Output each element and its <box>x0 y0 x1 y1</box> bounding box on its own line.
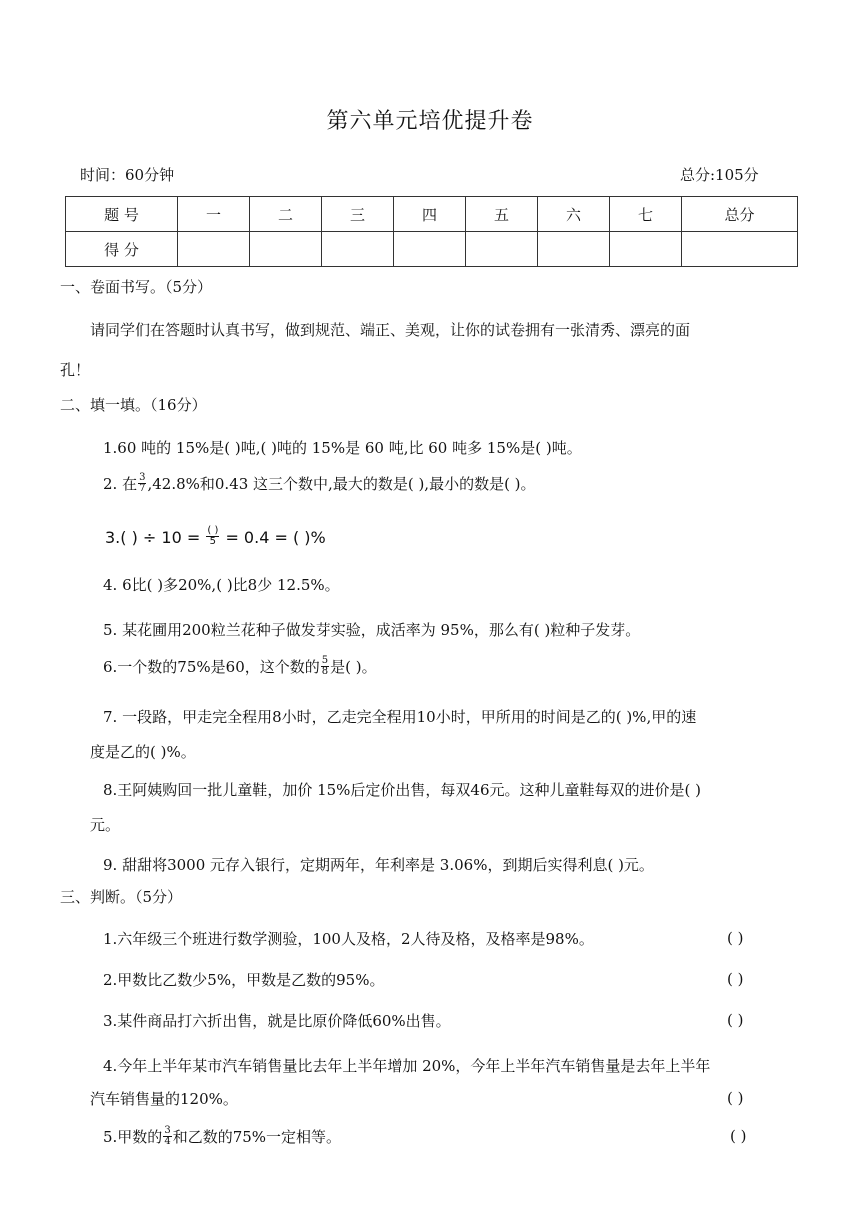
score-cell[interactable] <box>610 232 682 267</box>
header-cell: 四 <box>394 197 466 232</box>
header-cell: 二 <box>250 197 322 232</box>
section-1-body-line1: 请同学们在答题时认真书写，做到规范、端正、美观，让你的试卷拥有一张清秀、漂亮的面 <box>90 321 691 339</box>
section-1-heading: 一、卷面书写。（5分） <box>60 278 213 296</box>
fraction-numerator: ( ) <box>207 525 219 536</box>
header-cell: 五 <box>466 197 538 232</box>
question-2-1: 1.60 吨的 15%是( )吨,( )吨的 15%是 60 吨,比 60 吨多 15%是( )吨。 <box>103 439 582 457</box>
answer-mark[interactable]: ( ) <box>727 1011 744 1029</box>
score-cell[interactable] <box>682 232 798 267</box>
answer-mark[interactable]: ( ) <box>727 970 744 988</box>
fraction-denominator: 8 <box>321 665 329 677</box>
section-1-body-line2: 孔！ <box>60 361 91 379</box>
judgment-1: 1.六年级三个班进行数学测验，100人及格，2人待及格，及格率是98%。 <box>103 930 594 948</box>
judgment-4-line1: 4.今年上半年某市汽车销售量比去年上半年增加 20%，今年上半年汽车销售量是去年上半年 <box>103 1057 711 1075</box>
fraction-numerator: 5 <box>321 654 329 666</box>
q2-2-suffix: ,42.8%和0.43 这三个数中,最大的数是( ),最小的数是( )。 <box>147 475 536 493</box>
j5-suffix: 和乙数的75%一定相等。 <box>172 1128 342 1146</box>
q2-6-prefix: 6.一个数的75%是60，这个数的 <box>103 658 320 676</box>
q2-6-suffix: 是( )。 <box>330 658 377 676</box>
question-2-6 <box>103 654 377 679</box>
question-2-2 <box>103 471 536 496</box>
q2-2-prefix: 2. 在 <box>103 475 138 493</box>
fraction-denominator: 5 <box>209 536 217 547</box>
fraction-denominator: 7 <box>139 482 146 494</box>
question-2-7-line2: 度是乙的( )%。 <box>90 743 196 761</box>
question-2-8-line2: 元。 <box>90 816 121 834</box>
fraction <box>206 526 219 547</box>
score-cell[interactable] <box>178 232 250 267</box>
section-2-heading: 二、填一填。（16分） <box>60 396 207 414</box>
question-2-4: 4. 6比( )多20%,( )比8少 12.5%。 <box>103 576 340 594</box>
score-table-header-row <box>66 197 798 232</box>
score-table-score-row <box>66 232 798 267</box>
score-cell[interactable] <box>322 232 394 267</box>
header-cell: 总分 <box>682 197 798 232</box>
answer-mark[interactable]: ( ) <box>727 1089 744 1107</box>
fraction-numerator: 3 <box>139 471 146 483</box>
header-cell: 一 <box>178 197 250 232</box>
question-2-5: 5. 某花圃用200粒兰花种子做发芽实验，成活率为 95%，那么有( )粒种子发芽。 <box>103 621 641 639</box>
section-3-heading: 三、判断。（5分） <box>60 888 183 906</box>
score-cell[interactable] <box>250 232 322 267</box>
header-cell: 七 <box>610 197 682 232</box>
score-cell[interactable] <box>538 232 610 267</box>
header-cell: 六 <box>538 197 610 232</box>
fraction <box>163 1126 171 1147</box>
header-cell: 题 号 <box>66 197 178 232</box>
answer-mark[interactable]: ( ) <box>727 929 744 947</box>
score-cell[interactable] <box>466 232 538 267</box>
q2-3-part-b: = 0.4 = ( )% <box>225 528 326 547</box>
judgment-4-line2: 汽车销售量的120%。 <box>90 1090 238 1108</box>
score-table <box>65 196 798 267</box>
question-2-7-line1: 7. 一段路，甲走完全程用8小时，乙走完全程用10小时，甲所用的时间是乙的( )%,甲的速 <box>103 708 697 726</box>
j5-prefix: 5.甲数的 <box>103 1128 163 1146</box>
exam-time: 时间：60分钟 <box>80 166 175 184</box>
judgment-3: 3.某件商品打六折出售，就是比原价降低60%出售。 <box>103 1012 451 1030</box>
page-title: 第六单元培优提升卷 <box>326 109 534 134</box>
question-2-9: 9. 甜甜将3000 元存入银行，定期两年，年利率是 3.06%，到期后实得利息( )元。 <box>103 856 654 874</box>
header-cell: 三 <box>322 197 394 232</box>
fraction-numerator: 3 <box>164 1124 171 1136</box>
question-2-3 <box>105 525 326 549</box>
exam-total-score: 总分:105分 <box>680 166 759 184</box>
answer-mark[interactable]: ( ) <box>730 1127 747 1145</box>
judgment-2: 2.甲数比乙数少5%，甲数是乙数的95%。 <box>103 971 385 989</box>
fraction-denominator: 4 <box>164 1135 171 1147</box>
question-2-8-line1: 8.王阿姨购回一批儿童鞋，加价 15%后定价出售，每双46元。这种儿童鞋每双的进价是( ) <box>103 781 701 799</box>
q2-3-part-a: 3.( ) ÷ 10 = <box>105 528 201 547</box>
fraction <box>138 473 146 494</box>
score-row-label: 得 分 <box>66 232 178 267</box>
judgment-5 <box>103 1124 342 1149</box>
score-cell[interactable] <box>394 232 466 267</box>
fraction <box>321 656 329 677</box>
